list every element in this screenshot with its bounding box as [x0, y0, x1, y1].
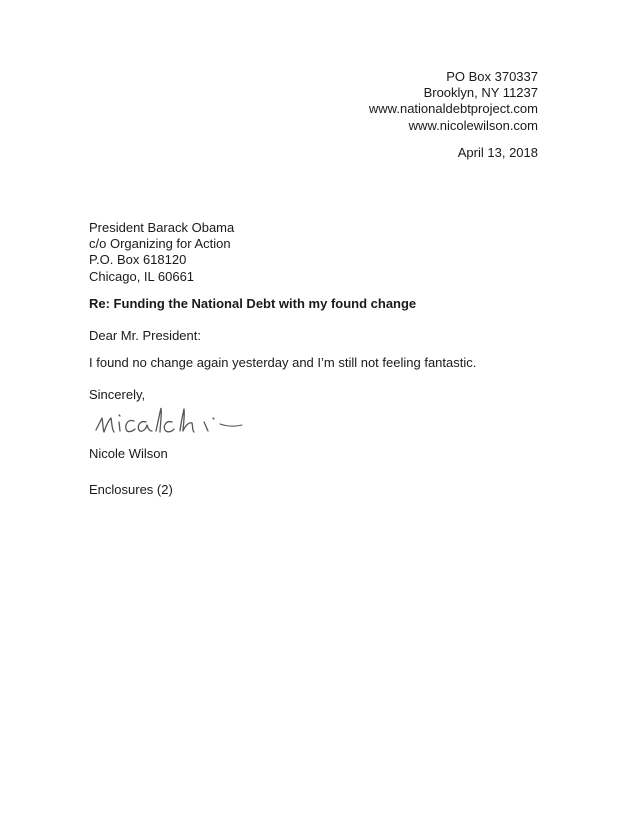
- recipient-org: c/o Organizing for Action: [89, 236, 231, 252]
- enclosures-note: Enclosures (2): [89, 482, 173, 497]
- handwritten-signature: [92, 402, 252, 442]
- closing: Sincerely,: [89, 387, 146, 402]
- recipient-name: President Barack Obama: [89, 220, 235, 235]
- recipient-po-box: P.O. Box 618120: [89, 252, 187, 268]
- salutation: Dear Mr. President:: [89, 328, 201, 343]
- sender-website-1: www.nationaldebtproject.com: [368, 101, 538, 117]
- sender-website-2: www.nicolewilson.com: [408, 117, 538, 133]
- sender-address: [369, 69, 538, 134]
- signer-name: Nicole Wilson: [89, 446, 168, 461]
- sender-po-box: PO Box 370337: [446, 69, 538, 84]
- subject-line: Re: Funding the National Debt with my found change: [89, 296, 417, 311]
- recipient-city-state-zip: Chicago, IL 60661: [89, 268, 195, 284]
- sender-city-state-zip: Brooklyn, NY 11237: [423, 85, 538, 101]
- recipient-address: [89, 220, 234, 285]
- body-paragraph: I found no change again yesterday and I’m still not feeling fantastic.: [89, 355, 477, 370]
- letter-date: April 13, 2018: [457, 145, 538, 160]
